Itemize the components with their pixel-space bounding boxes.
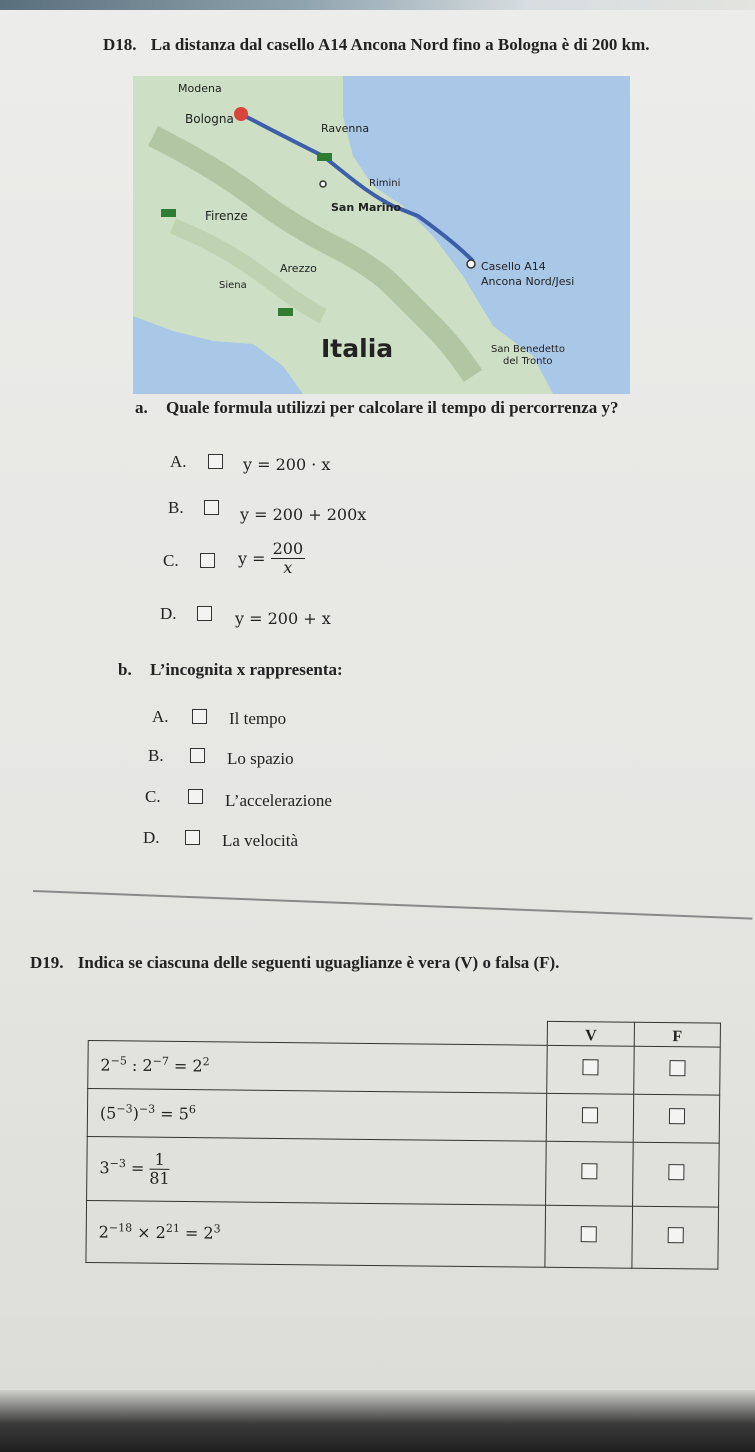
a-option-c-letter: C.	[163, 551, 179, 570]
map-label-casello: Casello A14	[481, 260, 546, 273]
road-shield-e76-icon	[161, 209, 176, 217]
eq1-base1: 2	[100, 1055, 111, 1075]
table-row	[86, 1200, 719, 1269]
row1-f-cell	[634, 1046, 720, 1095]
header-v: V	[547, 1021, 634, 1046]
eq2-base1: (5	[99, 1103, 117, 1123]
d19-number: D19.	[30, 953, 64, 972]
a-option-b-checkbox[interactable]	[204, 500, 219, 515]
a-option-b-letter: B.	[168, 498, 184, 517]
row3-f-cell	[633, 1142, 720, 1207]
row4-v-cell	[545, 1205, 633, 1268]
row3-f-checkbox[interactable]	[668, 1164, 684, 1180]
eq1-rhs: = 2	[168, 1056, 203, 1076]
equation-4	[86, 1200, 546, 1267]
equation-1	[88, 1041, 548, 1094]
a-option-a-letter: A.	[170, 452, 187, 471]
casello-marker-icon	[467, 260, 475, 268]
eq3-base1: 3	[99, 1158, 110, 1178]
b-option-d-letter: D.	[143, 828, 160, 847]
eq3-fraction	[149, 1151, 170, 1188]
eq3-equals: =	[125, 1158, 150, 1178]
map-label-ancona-nord: Ancona Nord/Jesi	[481, 275, 575, 288]
b-option-a-letter: A.	[152, 707, 169, 726]
a-option-b-formula: y = 200 + 200x	[240, 505, 367, 524]
a-option-c-formula	[238, 540, 305, 577]
d18-text: La distanza dal casello A14 Ancona Nord fino a Bologna è di 200 km.	[150, 35, 650, 54]
a-option-a-formula: y = 200 · x	[243, 455, 331, 474]
eq2-rhs-exp: 6	[188, 1103, 196, 1117]
eq2-rhs: = 5	[154, 1104, 189, 1124]
a-option-d-letter: D.	[160, 604, 177, 623]
row2-v-checkbox[interactable]	[582, 1107, 598, 1123]
map-label-san-marino: San Marino	[331, 201, 401, 214]
d18-header	[103, 35, 650, 55]
eq3-exp1: −3	[109, 1156, 126, 1171]
row2-v-cell	[546, 1093, 633, 1142]
table-row	[87, 1089, 719, 1144]
map-label-modena: Modena	[178, 82, 222, 95]
eq1-rhs-exp: 2	[202, 1055, 210, 1069]
eq4-base2: 2	[155, 1223, 167, 1243]
equation-2	[87, 1089, 547, 1142]
map-label-firenze: Firenze	[205, 209, 248, 223]
road-shield-e45-icon	[317, 153, 332, 161]
eq3-numerator: 1	[149, 1151, 170, 1170]
map-label-siena: Siena	[219, 280, 247, 291]
a-option-c-denominator: x	[283, 558, 293, 577]
eq1-base2: 2	[142, 1056, 153, 1076]
eq1-op: :	[126, 1056, 143, 1076]
eq4-exp2: 21	[165, 1222, 181, 1236]
b-option-b-letter: B.	[148, 746, 164, 765]
part-b-question	[118, 660, 343, 680]
b-option-b-checkbox[interactable]	[190, 748, 205, 763]
row4-v-checkbox[interactable]	[581, 1226, 597, 1242]
map-label-san-benedetto: San Benedetto	[491, 344, 565, 355]
table-row	[88, 1041, 720, 1096]
map-label-arezzo: Arezzo	[280, 262, 317, 275]
row4-f-checkbox[interactable]	[667, 1227, 683, 1243]
eq1-exp2: −7	[152, 1055, 169, 1069]
b-option-d-checkbox[interactable]	[185, 830, 200, 845]
b-option-a-checkbox[interactable]	[192, 709, 207, 724]
eq2-close-paren: )	[132, 1104, 139, 1124]
equation-3	[87, 1136, 547, 1205]
true-false-table	[85, 1016, 721, 1270]
a-option-c-checkbox[interactable]	[200, 553, 215, 568]
road-shield-e35-icon	[278, 308, 293, 316]
row1-v-cell	[547, 1045, 634, 1094]
eq4-base1: 2	[98, 1222, 110, 1242]
d18-number: D18.	[103, 35, 137, 54]
map-italy	[133, 76, 630, 394]
row3-v-checkbox[interactable]	[581, 1163, 597, 1179]
eq4-rhs: = 2	[179, 1223, 214, 1243]
a-option-a-checkbox[interactable]	[208, 454, 223, 469]
b-option-c-text: L’accelerazione	[225, 791, 332, 810]
rimini-marker-icon	[320, 181, 326, 187]
b-option-c-letter: C.	[145, 787, 161, 806]
b-option-b-text: Lo spazio	[227, 749, 294, 768]
eq1-exp1: −5	[110, 1054, 128, 1068]
part-b-letter: b.	[118, 660, 132, 679]
table-row	[87, 1136, 720, 1207]
eq4-rhs-exp: 3	[213, 1222, 221, 1236]
row3-v-cell	[546, 1141, 634, 1206]
part-a-question	[135, 398, 618, 418]
row1-f-checkbox[interactable]	[669, 1060, 685, 1076]
map-label-rimini: Rimini	[369, 178, 401, 189]
eq4-exp1: −18	[108, 1221, 133, 1235]
d19-header	[30, 953, 559, 973]
d19-text: Indica se ciascuna delle seguenti uguaglianze è vera (V) o falsa (F).	[77, 953, 560, 972]
bologna-marker-icon	[234, 107, 248, 121]
b-option-a-text: Il tempo	[229, 709, 287, 728]
row1-v-checkbox[interactable]	[583, 1059, 599, 1075]
a-option-d-formula: y = 200 + x	[235, 609, 331, 628]
eq3-denominator: 81	[149, 1168, 170, 1188]
part-b-text: L’incognita x rappresenta:	[149, 660, 343, 679]
map-label-bologna: Bologna	[185, 112, 234, 126]
b-option-c-checkbox[interactable]	[188, 789, 203, 804]
header-f: F	[634, 1022, 720, 1047]
map-label-del-tronto: del Tronto	[503, 356, 553, 367]
b-option-d-text: La velocità	[222, 831, 298, 850]
a-option-c-lhs: y =	[238, 549, 266, 568]
row2-f-checkbox[interactable]	[668, 1108, 684, 1124]
eq2-exp1: −3	[116, 1102, 133, 1116]
part-a-letter: a.	[135, 398, 148, 417]
eq2-exp-outer: −3	[138, 1102, 156, 1117]
eq4-op: ×	[132, 1223, 156, 1243]
a-option-c-numerator: 200	[272, 539, 304, 558]
row4-f-cell	[632, 1206, 719, 1269]
a-option-c-fraction	[271, 540, 306, 577]
row2-f-cell	[633, 1094, 719, 1143]
part-a-text: Quale formula utilizzi per calcolare il tempo di percorrenza y?	[166, 398, 619, 417]
bottom-shadow	[0, 1390, 755, 1452]
map-label-italia: Italia	[321, 334, 394, 363]
a-option-d-checkbox[interactable]	[197, 606, 212, 621]
map-label-ravenna: Ravenna	[321, 122, 370, 135]
